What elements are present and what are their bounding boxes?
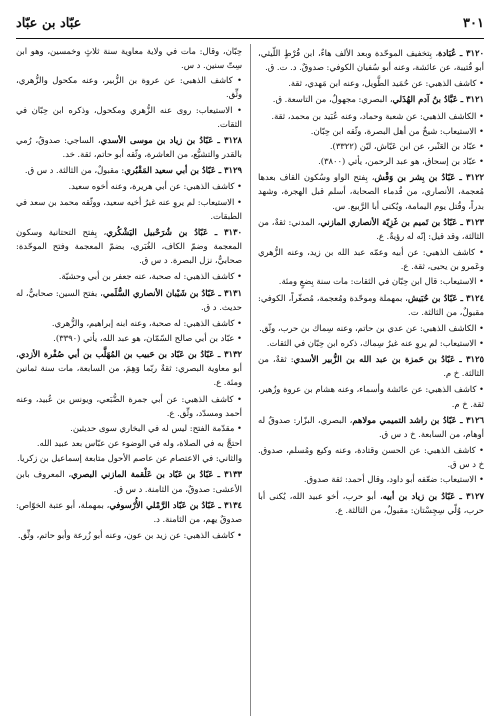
commentary-line: • عبّاد بن أبي صالح السّمّان، هو عبد الله، يأتي (٣٣٩٠). — [53, 332, 242, 343]
entry-name: عَبّادُ بن شَيْبان الأنصاري السُّلَمي — [102, 287, 216, 298]
biography-entry — [16, 163, 242, 177]
commentary-line: • الاستيعاب: لم يروِ عنه غيرُ أخيه سعيد، ووثّقه محمد بن سعد في الطبقات. — [16, 196, 242, 221]
entry-name: عَبّادُ بن بِشر بن وَقْش — [374, 172, 456, 183]
commentary-line: • الاستيعاب: قال ابن حِبّان في الثقات: مات سنة بِضعٍ ومئة. — [278, 276, 484, 287]
commentary-line: • كاشف الذهبي: عن زيد بن عون، وعنه أبو زُرعة وأبو حاتم، وثِّق. — [17, 530, 242, 540]
running-title: عبّاد بن عبّاد — [16, 15, 82, 31]
commentary-line: • الاستيعاب: شيخٌ من أهل البصرة، وثّقه ابن حِبّان. — [310, 125, 484, 136]
commentary-line: • مقدّمة الفتح: ليس له في البخاري سوى حديثين. — [70, 422, 242, 433]
entry-name: عَبّادُ بن عَبّاد بن حَبيب بن المُهَلَّب بن أبي صُفْرة الأزدي — [18, 349, 215, 360]
entry-number: ٣١٢٣ ـ — [457, 216, 484, 227]
biography-entry — [258, 352, 484, 380]
commentary-line: • الاستيعاب: ضعّفه أبو داود، وقال أحمد: ثقة صدوق. — [303, 474, 484, 485]
biography-entry — [16, 498, 242, 526]
commentary-line: • كاشف الذهبي: عن أبيه وعمّه عبد الله بن زيد، وعنه الزُّهري وعَمرو بن يحيى، ثقة. ع. — [258, 247, 484, 272]
entry-number: ٣١٢٧ ـ — [455, 490, 484, 501]
biography-entry — [258, 215, 484, 243]
entry-name: عَبّادُ بن عَبّاد بن عَلْقمة المازني البصري — [71, 469, 214, 480]
right-column — [258, 44, 484, 716]
entry-text: ، بِفتح التحتانية وسكون المعجمة وضمّ الكاف، الغُبَري، بضمّ المعجمة وفتح الموحّدة: صحابيٌّ، نزل البصرة. د س ق. — [16, 226, 242, 266]
entry-name: عَبّادُ بن تَميم بن غَزِيّة الأنصاري المازني — [320, 216, 458, 227]
commentary-line: • كاشف الذهبي: عن الحسن وقتادة، وعنه وكيع ومُسلم، صدوق. خ د س ق. — [258, 445, 484, 470]
entry-number: ٣١٣٢ ـ — [214, 349, 242, 360]
entry-number: ٣١٣١ ـ — [215, 287, 242, 298]
biography-entry — [16, 225, 242, 267]
header-rule — [16, 38, 484, 39]
commentary-line: • الاستيعاب: روى عنه الزُّهري ومكحول، وذكره ابن حِبّان في الثقات. — [16, 104, 242, 129]
page-header — [16, 12, 484, 34]
biography-entry — [16, 286, 242, 314]
entry-name: عَبّادُ بن شُرَحْبيل اليَشْكُري — [106, 226, 208, 237]
commentary-line: • عبّاد بن العَنْبر، عن ابن عَيّاش، ليّن (٣٣٢٢). — [329, 140, 484, 151]
entry-name: عَبّادُ بن زياد بن موسى الأسدي — [100, 134, 214, 145]
biography-entry — [258, 413, 484, 441]
entry-text: : مقبولٌ، من الثالثة. د س ق. — [24, 165, 125, 176]
entry-number: ٣١٣٣ ـ — [213, 469, 242, 480]
biography-entry — [258, 92, 484, 106]
commentary-line: • الاستيعاب: لم يروِ عنه غيرُ سِماك، ذكره ابن حِبّان في الثقات. — [266, 337, 484, 348]
entry-name: عَبّادُ بن زياد بن أبيه — [382, 490, 456, 501]
entry-number: ٣١٢٢ ـ — [455, 172, 484, 183]
entry-text: ، بِتخفيف الموحّدة وبعد الألف هاءٌ، ابن قُرْطٍ اللّيثي، أبو قُتيبة، عن عائشة، وعنه أبو سُفيان الكوفي: صدوقٌ. د. ت. ق. — [258, 48, 484, 73]
entry-text: : ثقةٌ، من الثالثة. خ م. — [258, 354, 484, 379]
entry-number: ٣١٢٩ ـ — [215, 165, 242, 176]
column-separator — [250, 44, 251, 716]
biography-entry — [258, 489, 484, 517]
entry-name: عَبّادُ بن راشد التميمي مولاهم — [352, 414, 457, 425]
entry-number: ٣١٢٥ ـ — [454, 354, 484, 365]
commentary-line: • الكاشف الذهبي: عن عدي بن حاتم، وعنه سِماك بن حرب، وثّق. — [259, 322, 484, 333]
commentary-line: • عبّاد بن إسحاق، هو عبد الرحمن، يأتي (٣٨٠٠). — [318, 156, 484, 167]
entry-text: ، البصري: مجهولٌ، من التاسعة. ق. — [272, 94, 393, 105]
entry-number: ٣١٣٠ ـ — [207, 226, 242, 237]
entry-name: عَبّادُ بن حَمزة بن عبد الله بن الزُّبير الأسدي — [293, 354, 455, 365]
entry-name: عَبّادُ بن عَبّاد الرَّمْلي الأُرْسوفي — [109, 499, 216, 510]
entry-text: ، أبو حرب، أخو عبيد الله، يُكنى أبا حرب، وُلّي سِجِسْتان: مقبولٌ، من الثالثة. ع. — [258, 490, 484, 515]
entry-number: ٣١٢٤ ـ — [457, 292, 484, 303]
entry-number: ٣١٢٨ ـ — [213, 134, 242, 145]
entry-text: ، بِفتح الواو وسُكون القاف بعدها مُعجمة، الأنصاري، من قُدماء الصحابة، أسلم قبل الهجرة، وشهد بدراً، وقُتل يوم اليمامة، ويُكنى أبا الرَّبيع. س. — [258, 172, 484, 211]
commentary-line: • الكاشف الذهبي: عن شعبة وحماد، وعنه عُبَيد بن محمد، ثقة. — [271, 110, 484, 121]
entry-number: ٣١٢٠ ـ — [456, 48, 484, 58]
commentary-line: • كاشف الذهبي: له صحبة، وعنه ابنه إبراهيم، والزُّهري. — [51, 317, 242, 328]
entry-name: عَبّادُ بن حُبَيش — [407, 292, 458, 303]
entry-text: ، بمهملة، أبو عتبة الخوّاص: صدوقٌ يهم، من الثامنة. د. — [16, 499, 242, 524]
commentary-line: احتجَّ به في الصلاة، وله في الوضوء عن عبّاس بعد عبيد الله. — [36, 438, 242, 449]
entry-name: عَبّادُ بن أبي سعيد المَقْبُري — [124, 165, 216, 176]
entry-text: ، المعروف بابن الأعشى: صدوقٌ، من الثامنة. د س ق. — [16, 469, 242, 494]
biography-entry — [258, 46, 484, 74]
commentary-line: • كاشف الذهبي: عن عائشة وأسماء، وعنه هشام بن عروة وزُهير، ثقة. خ م. — [258, 384, 484, 409]
entry-name: عُبَادة — [438, 48, 457, 58]
commentary-line: • كاشف الذهبي: عن أبي جمرة الضُّبَعي، ويونس بن عُبيد، وعنه أحمد ومسدّد، وثِّق. ع. — [16, 393, 242, 418]
entry-text: ، الساجي: صدوقٌ، رُمي بالقدر والتشيُّع، من العاشرة، وثّقه أبو حاتم، ثقة. خد. — [16, 134, 242, 160]
page-number: ٣٠١ — [463, 15, 484, 31]
commentary-line: • كاشف الذهبي: عن حُمَيد الطَّويل، وعنه ابن مَهدي، ثقة. — [288, 78, 484, 89]
left-column — [16, 44, 242, 716]
entry-text: ، المدني: ثقةٌ، من الثالثة، وقد قيل: إنّه له رؤيةٌ. ع. — [258, 216, 484, 241]
entry-text: ، أبو معاوية البصري: ثقةٌ ربّما وَهِمَ، من السابعة، مات سنة ثمانين ومئة. ع. — [16, 349, 242, 388]
entry-text: ، بفتح السين: صحابيٌّ، له حديث. د ق. — [16, 287, 242, 312]
commentary-line: والثاني: في الاعتصام عن عاصم الأحول متابعة إسماعيل بن زكريا. — [17, 453, 242, 464]
commentary-line: • كاشف الذهبي: له صحبة، عنه جعفر بن أبي وحشيّة. — [58, 271, 242, 282]
entry-name: عَبَّادُ بنُ آدم الهُذَلي — [392, 94, 458, 105]
commentary-line: • كاشف الذهبي: عن أبي هريرة، وعنه أخوه سعيد. — [68, 181, 242, 192]
biography-entry — [16, 133, 242, 161]
biography-entry — [16, 467, 242, 495]
entry-number: ٣١٢١ ـ — [457, 94, 484, 105]
entry-text: ، البصري، البزّار: صدوقٌ له أوهام، من السابعة. خ د س ق. — [258, 414, 484, 439]
entry-text: ، بمهملة وموحّدة ومُعجمة، مُصغّراً، الكوفي: مقبولٌ، من الثالثة. ت. — [258, 292, 484, 317]
biography-entry — [258, 291, 484, 319]
entry-number: ٣١٢٦ ـ — [456, 414, 484, 425]
entry-number: ٣١٣٤ ـ — [215, 499, 242, 510]
commentary-line: حِبّان، وقال: مات في ولاية معاوية سنة ثلاثٍ وخمسين، وهو ابن سِتّ سنين. د س. — [16, 46, 242, 71]
biography-entry — [16, 347, 242, 389]
biography-entry — [258, 170, 484, 212]
commentary-line: • كاشف الذهبي: عن عروة بن الزُّبير، وعنه مكحول والزُّهري، وثِّق. — [16, 75, 242, 100]
